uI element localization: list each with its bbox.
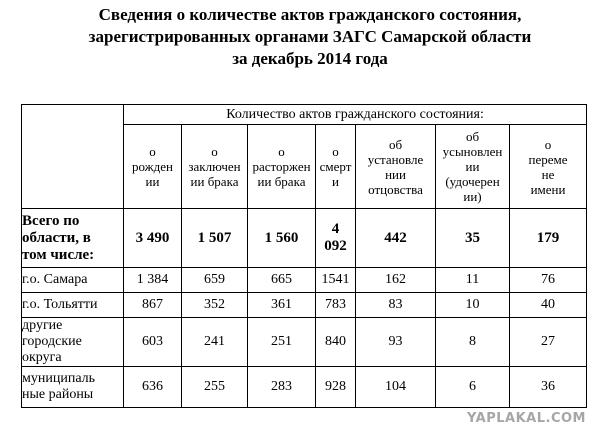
table-cell: 93 <box>356 318 436 367</box>
table-row <box>22 268 587 293</box>
table-cell: 928 <box>316 367 356 408</box>
table-cell: 603 <box>124 318 182 367</box>
table-cell: 659 <box>182 268 248 293</box>
table-cell: 10 <box>436 293 510 318</box>
column-header-line: (удочерен <box>445 174 500 189</box>
column-header <box>248 125 316 209</box>
table-cell: 179 <box>510 209 587 268</box>
document-title <box>0 4 604 70</box>
column-header-line: о <box>544 136 552 152</box>
row-label <box>22 268 124 293</box>
table-row <box>22 367 587 408</box>
table-cell: 840 <box>316 318 356 367</box>
row-label-line: округа <box>22 350 62 365</box>
row-label <box>22 367 124 408</box>
column-header-line: о <box>211 144 218 159</box>
table-cell: 783 <box>316 293 356 318</box>
column-header-line: ии <box>145 174 160 189</box>
table-cell: 35 <box>436 209 510 268</box>
group-header: Количество актов гражданского состояния: <box>124 105 587 125</box>
row-label-line: том числе: <box>22 246 95 263</box>
row-label-line: г.о. Тольятти <box>22 297 98 312</box>
table-cell: 251 <box>248 318 316 367</box>
column-header-line: ии) <box>463 189 482 204</box>
table-cell: 361 <box>248 293 316 318</box>
table-cell: 442 <box>356 209 436 268</box>
row-label-line: муниципаль <box>22 371 96 386</box>
title-line-3: за декабрь 2014 года <box>232 49 388 68</box>
column-header-line: расторжен <box>252 159 311 174</box>
table-cell: 40 <box>510 293 587 318</box>
column-header <box>182 125 248 209</box>
statistics-table <box>21 104 587 408</box>
watermark: YAPLAKAL.COM <box>467 411 586 426</box>
column-header-line: переме <box>528 151 568 167</box>
row-label-line: Всего по <box>22 212 80 229</box>
row-label <box>22 209 124 268</box>
table-row <box>22 318 587 367</box>
column-header-line: о <box>149 144 156 159</box>
table-cell: 283 <box>248 367 316 408</box>
table-cell: 1 384 <box>124 268 182 293</box>
table-cell: 11 <box>436 268 510 293</box>
table-cell: 83 <box>356 293 436 318</box>
table-cell: 104 <box>356 367 436 408</box>
column-header-line: об <box>388 136 403 152</box>
column-header-line: нии <box>385 166 406 182</box>
column-header-line: о <box>278 144 285 159</box>
column-header-line: ии брака <box>257 174 306 189</box>
table-cell: 76 <box>510 268 587 293</box>
table-cell: 867 <box>124 293 182 318</box>
row-label-line: городские <box>22 334 82 349</box>
column-header <box>510 125 587 209</box>
column-header-line: установле <box>367 151 424 167</box>
table-cell: 6 <box>436 367 510 408</box>
column-header-line: ии брака <box>190 174 239 189</box>
column-header <box>124 125 182 209</box>
table-cell: 255 <box>182 367 248 408</box>
table-cell: 241 <box>182 318 248 367</box>
table-cell: 1 507 <box>182 209 248 268</box>
row-label-line: ные районы <box>22 387 94 402</box>
column-header-line: о <box>332 144 339 159</box>
column-header <box>356 125 436 209</box>
group-header-row <box>22 105 587 125</box>
table-cell: 4 092 <box>316 209 356 268</box>
column-header-line: имени <box>530 181 566 197</box>
column-header-line: рожден <box>132 159 173 174</box>
title-line-2: зарегистрированных органами ЗАГС Самарской области <box>88 27 532 46</box>
table-row <box>22 293 587 318</box>
table-row <box>22 209 587 268</box>
column-header-line: усыновлен <box>442 144 503 159</box>
table-cell: 27 <box>510 318 587 367</box>
table-cell: 36 <box>510 367 587 408</box>
column-header-line: не <box>541 166 555 182</box>
column-header-line: заключен <box>188 159 241 174</box>
table-cell: 352 <box>182 293 248 318</box>
column-header <box>316 125 356 209</box>
column-header <box>436 125 510 209</box>
column-header-line: ии <box>465 159 480 174</box>
table-cell: 1 560 <box>248 209 316 268</box>
row-label-line: другие <box>22 318 63 333</box>
row-label-line: области, в <box>22 229 91 246</box>
table-cell: 636 <box>124 367 182 408</box>
column-header-line: отцовства <box>368 181 423 197</box>
row-label <box>22 293 124 318</box>
row-label <box>22 318 124 367</box>
corner-cell <box>22 105 124 209</box>
table-cell: 665 <box>248 268 316 293</box>
table-cell: 3 490 <box>124 209 182 268</box>
table-cell: 8 <box>436 318 510 367</box>
table-cell: 1541 <box>316 268 356 293</box>
table-cell: 162 <box>356 268 436 293</box>
title-line-1: Сведения о количестве актов гражданского состояния, <box>98 5 522 24</box>
column-header-line: и <box>332 174 339 189</box>
column-header-line: смерт <box>319 159 352 174</box>
row-label-line: г.о. Самара <box>22 272 88 287</box>
column-header-line: об <box>465 129 480 144</box>
